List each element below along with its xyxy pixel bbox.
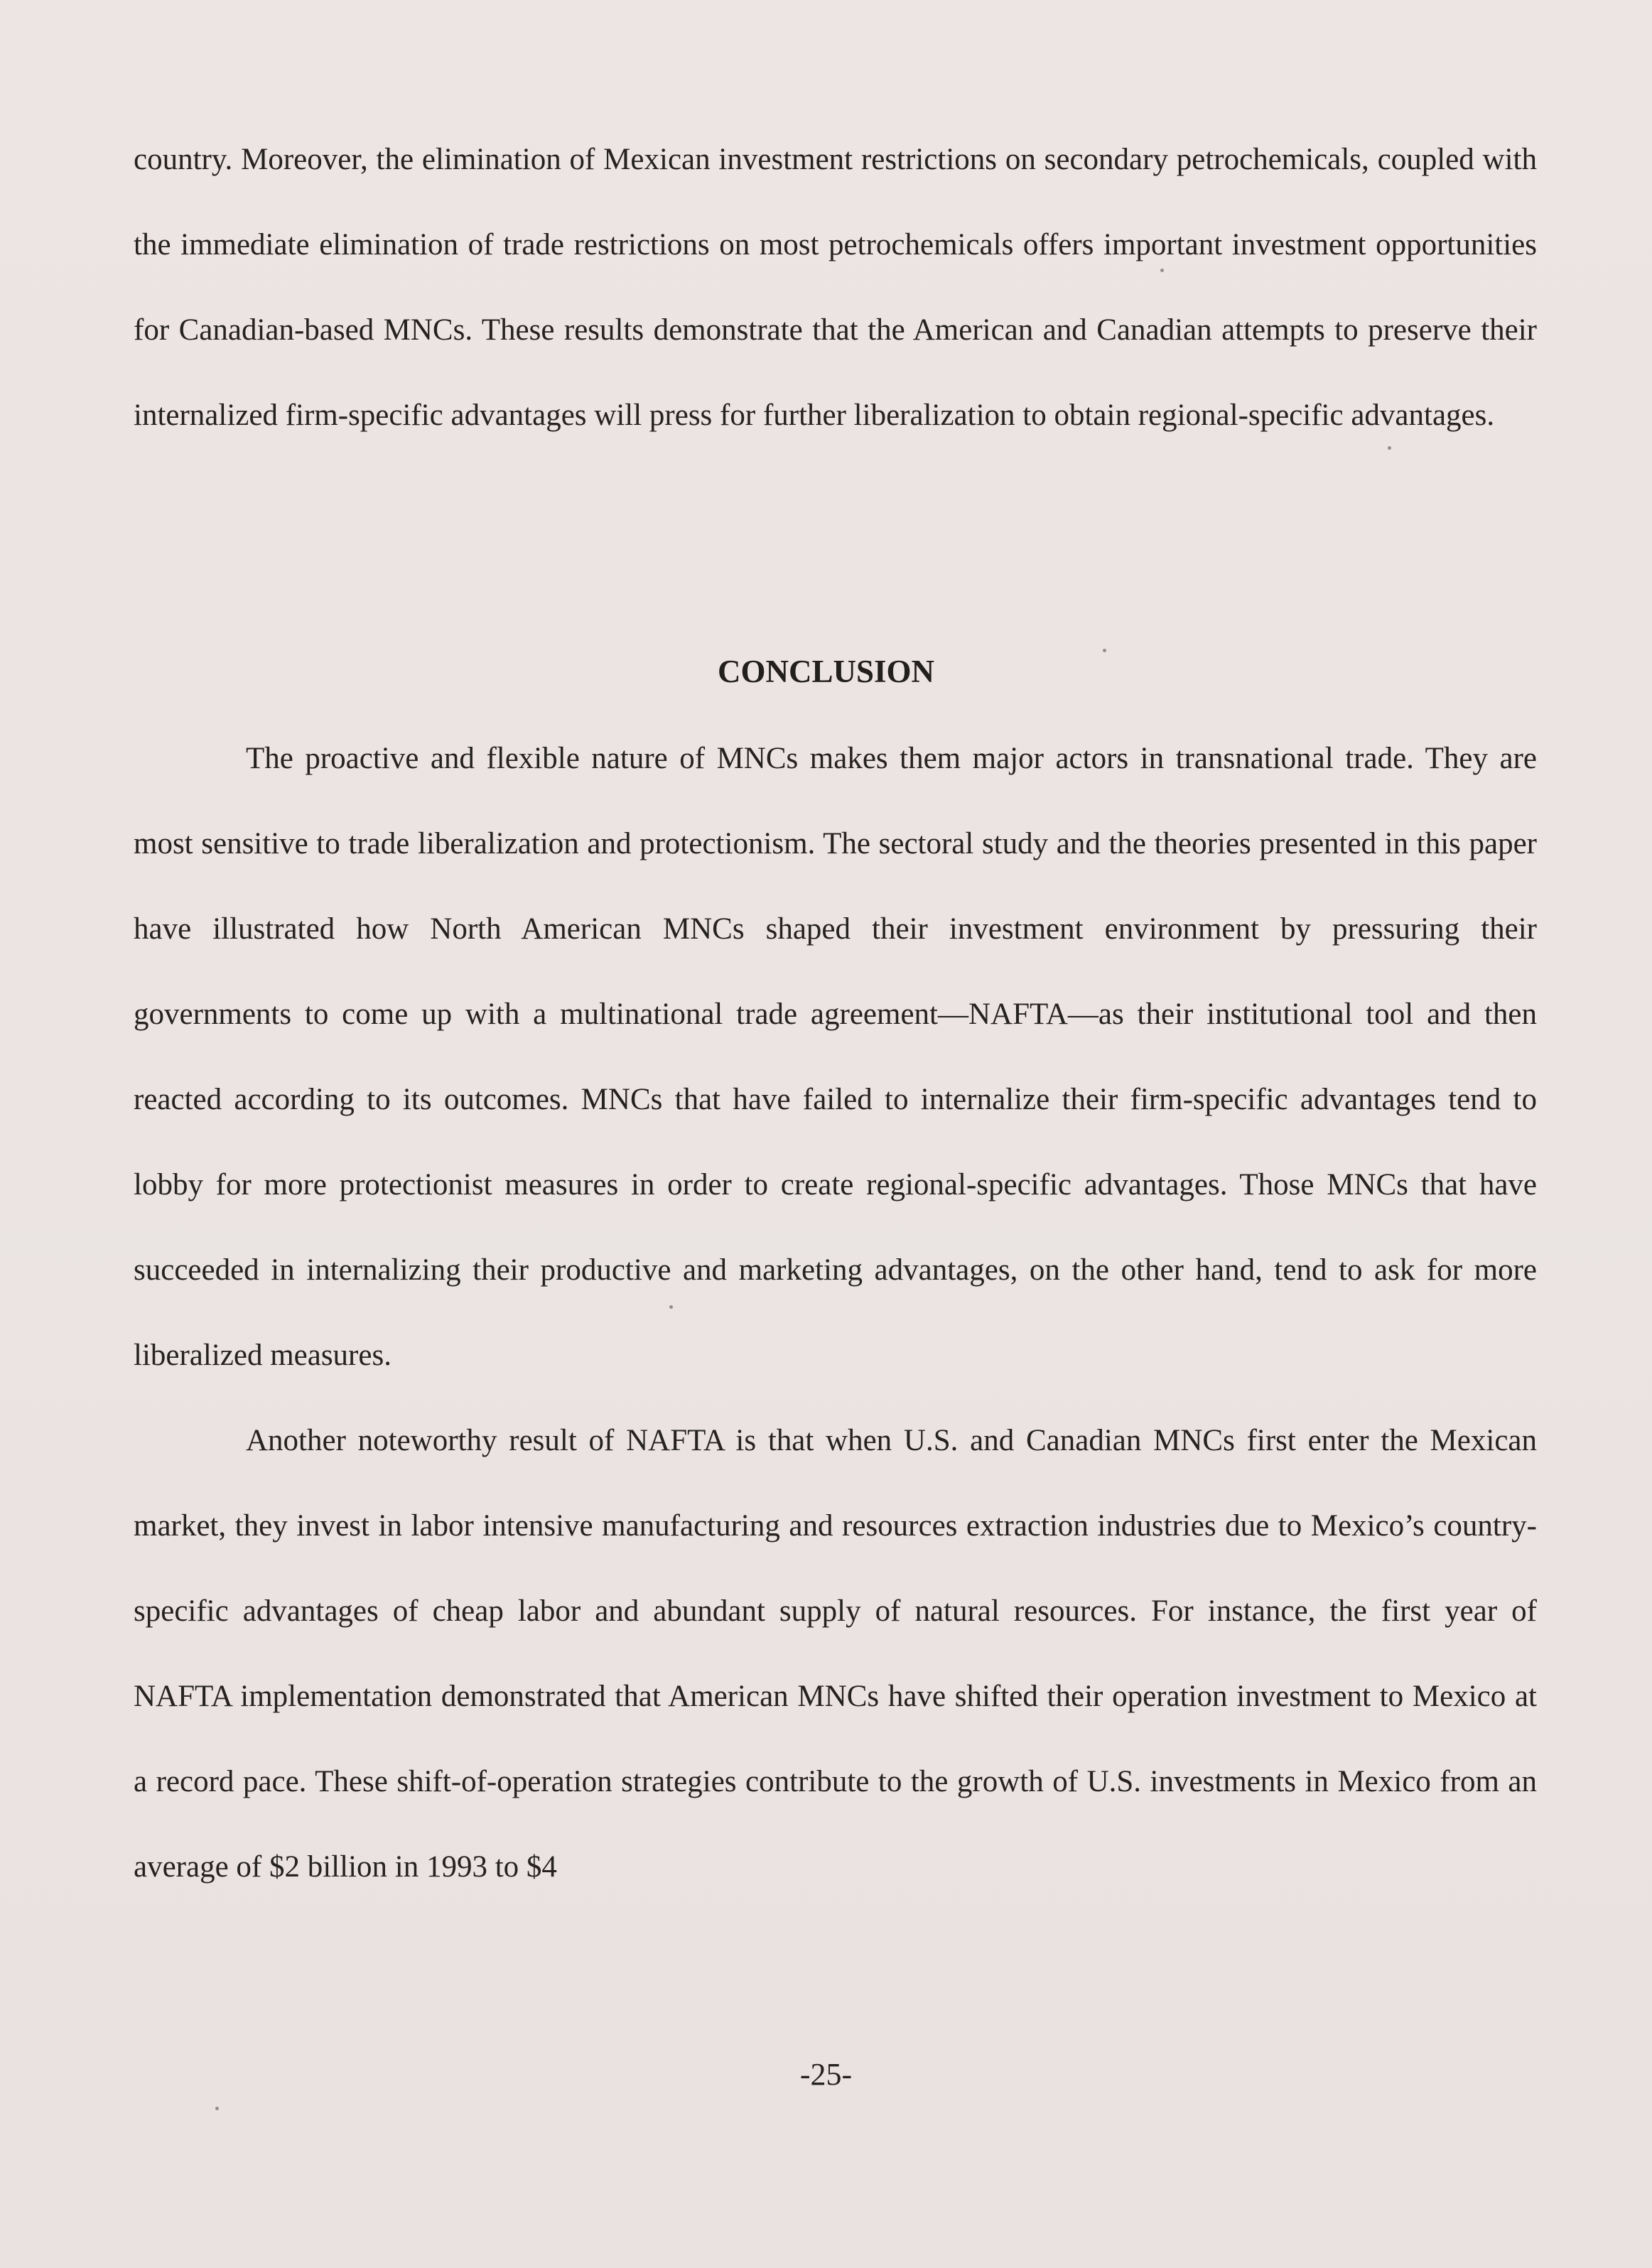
page-number: -25- [799,2057,853,2092]
intro-paragraph: country. Moreover, the elimination of Mexican investment restrictions on secondary petrochemicals, coupled with the immediate elimination of trade restrictions on most petrochemicals offers important investment opportunities for Canadian-based MNCs. These results demonstrate that the American and Canadian attempts to preserve their internalized firm-specific advantages will press for further liberalization to obtain regional-specific advantages. [134,143,1537,432]
scan-speck [1160,269,1164,272]
scan-speck [669,1305,673,1309]
scan-speck [215,2107,219,2110]
scan-speck [1388,446,1391,450]
scan-speck [1103,649,1106,652]
conclusion-paragraph-2: Another noteworthy result of NAFTA is that when U.S. and Canadian MNCs first enter the Mexican market, they invest in labor intensive manufacturing and resources extraction industries due to Mexico’s country-specific advantages of cheap labor and abundant supply of natural resources. For instance, the first year of NAFTA implementation demonstrated that American MNCs have shifted their operation investment to Mexico at a record pace. These shift-of-operation strategies contribute to the growth of U.S. investments in Mexico from an average of $2 billion in 1993 to $4 [134,1424,1537,1884]
intro-paragraph-block [134,117,1537,458]
conclusion-paragraph-1: The proactive and flexible nature of MNCs makes them major actors in transnational trade. They are most sensitive to trade liberalization and protectionism. The sectoral study and the theories presented in this paper have illustrated how North American MNCs shaped their investment environment by pressuring their governments to come up with a multinational trade agreement—NAFTA—as their institutional tool and then reacted according to its outcomes. MNCs that have failed to internalize their firm-specific advantages tend to lobby for more protectionist measures in order to create regional-specific advantages. Those MNCs that have succeeded in internalizing their productive and marketing advantages, on the other hand, tend to ask for more liberalized measures. [134,742,1537,1372]
section-heading: CONCLUSION [717,654,935,689]
body-paragraphs [134,716,1537,1910]
